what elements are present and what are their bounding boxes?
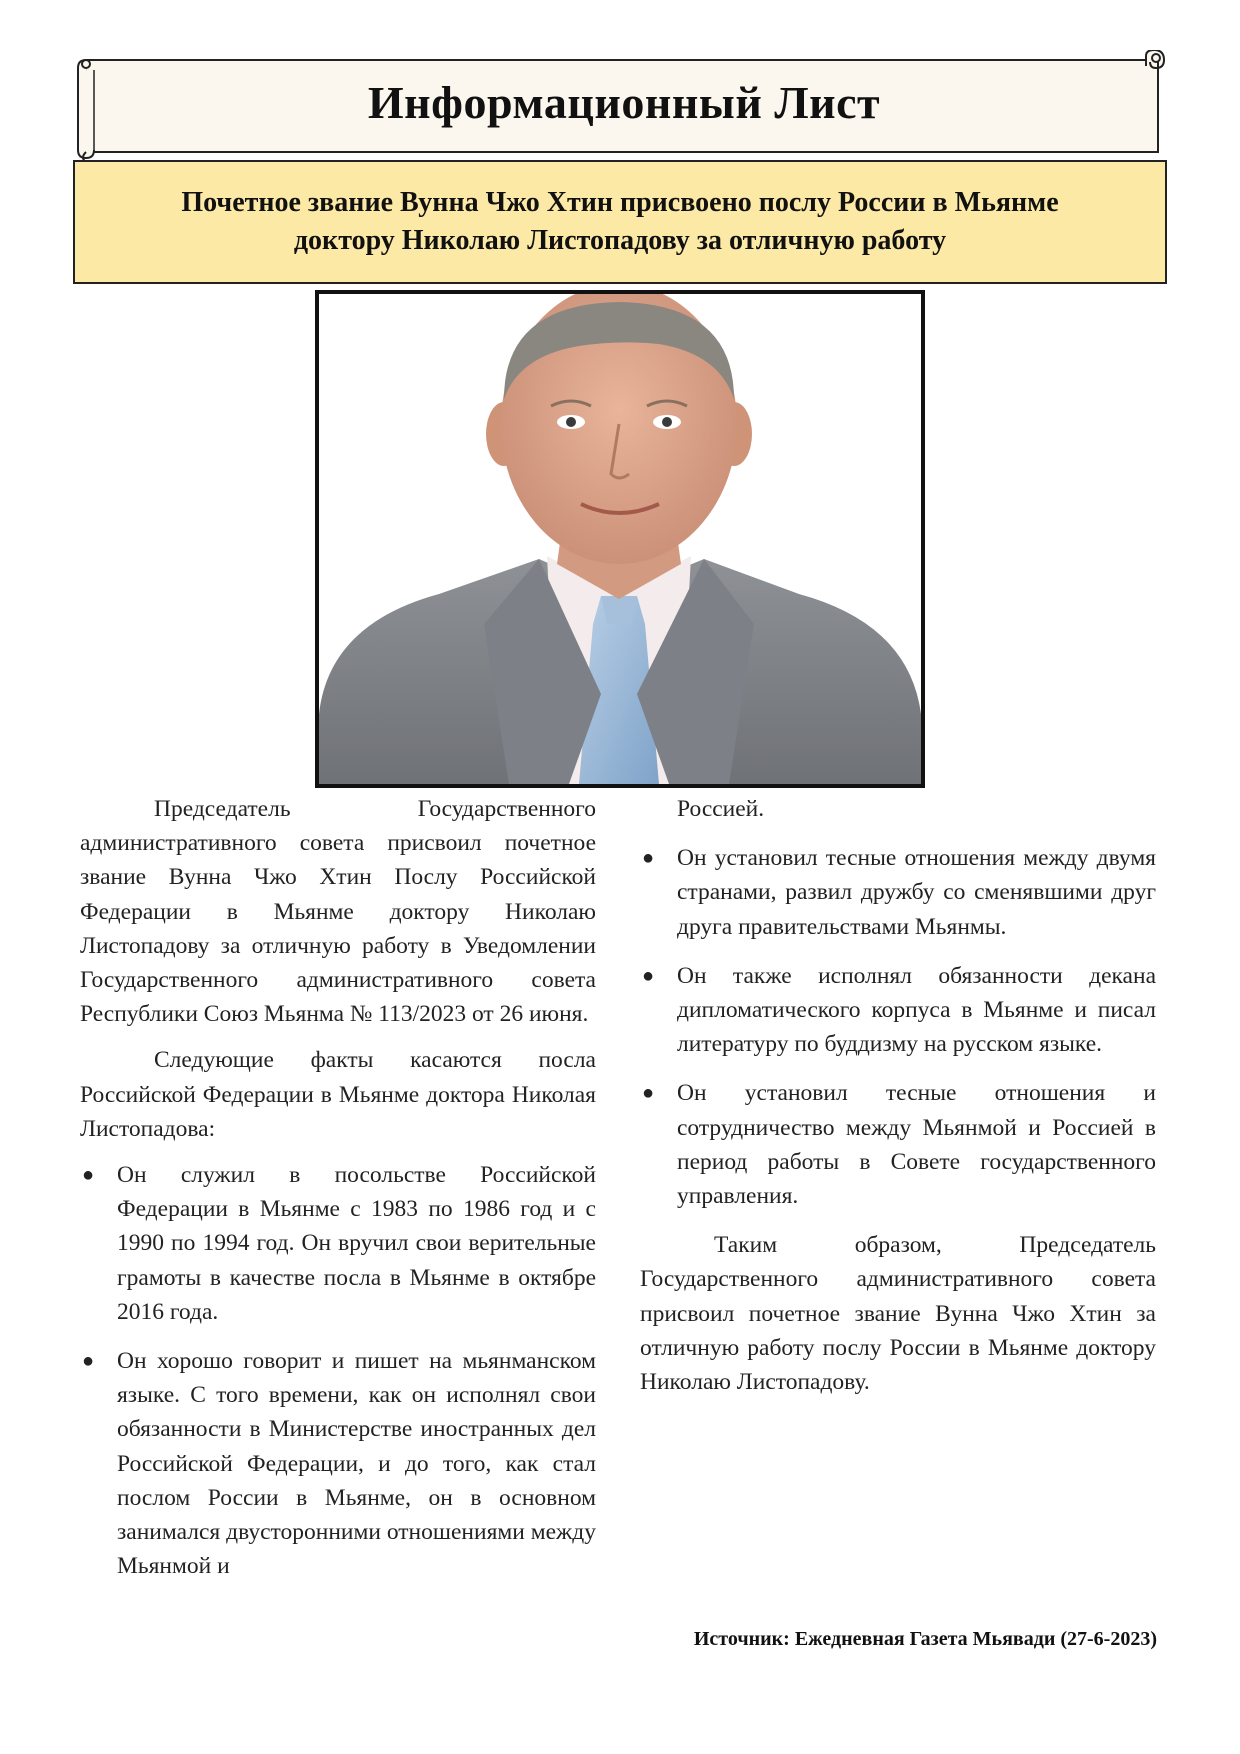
conclusion-paragraph: Таким образом, Председатель Государственного административного совета присвоил почетное звание Вунна Чжо Хтин за отличную работу послу России в Мьянме доктору Николаю Листопадову. [640,1232,1156,1396]
list-item [640,959,1156,1062]
list-item-text: Он также исполнял обязанности декана дипломатического корпуса в Мьянме и писал литературу по буддизму на русском языке. [677,962,1156,1058]
bullet-dot-icon: ● [82,1164,95,1187]
left-column [80,792,596,1598]
bullet-dot-icon: ● [82,1350,95,1373]
right-column [640,792,1156,1411]
subtitle-box [73,160,1167,284]
list-item [640,1076,1156,1213]
bullet-dot-icon: ● [642,964,655,987]
subtitle-line-2: доктору Николаю Листопадову за отличную работу [293,225,947,256]
intro-paragraph: Председатель Государственного административного совета присвоил почетное звание Вунна Чжо Хтин Послу Российской Федерации в Мьянме доктору Николаю Листопадову за отличную работу в Уведомлении Государственного административного совета Республики Союз Мьянма № 113/2023 от 26 июня. [80,796,596,1028]
subtitle [120,184,1120,260]
bullet-dot-icon: ● [642,1082,655,1105]
list-item [80,1158,596,1329]
portrait-photo [315,290,925,788]
title-banner [74,50,1174,162]
list-item [640,841,1156,944]
facts-list-left [80,1158,596,1583]
list-item-text: Он установил тесные отношения между двумя странами, развил дружбу со сменявшими друг друга правительствами Мьянмы. [677,845,1156,940]
facts-intro-paragraph: Следующие факты касаются посла Российской Федерации в Мьянме доктора Николая Листопадова: [80,1047,596,1142]
source-citation: Источник: Ежедневная Газета Мьявади (27-6-2023) [693,1628,1157,1650]
page-title: Информационный Лист [367,77,881,128]
portrait-image [319,294,921,784]
list-item-text: Он установил тесные отношения и сотрудничество между Мьянмой и Россией в период работы в Совете государственного управления. [677,1080,1156,1210]
bullet-dot-icon: ● [642,847,655,870]
facts-list-right [640,841,1156,1213]
continuation-text: Россией. [677,796,765,822]
list-item-text: Он хорошо говорит и пишет на мьянманском языке. С того времени, как он исполнял свои обязанности в Министерстве иностранных дел Российской Федерации, и до того, как стал послом России в Мьянме, он в основном занимался двусторонними отношениями между Мьянмой и [117,1348,596,1580]
list-item [80,1344,596,1583]
subtitle-line-1: Почетное звание Вунна Чжо Хтин присвоено послу России в Мьянме [181,187,1059,218]
list-item-text: Он служил в посольстве Российской Федерации в Мьянме с 1983 по 1986 год и с 1990 по 1994 год. Он вручил свои верительные грамоты в качестве посла в Мьянме в октябре 2016 года. [117,1162,596,1325]
